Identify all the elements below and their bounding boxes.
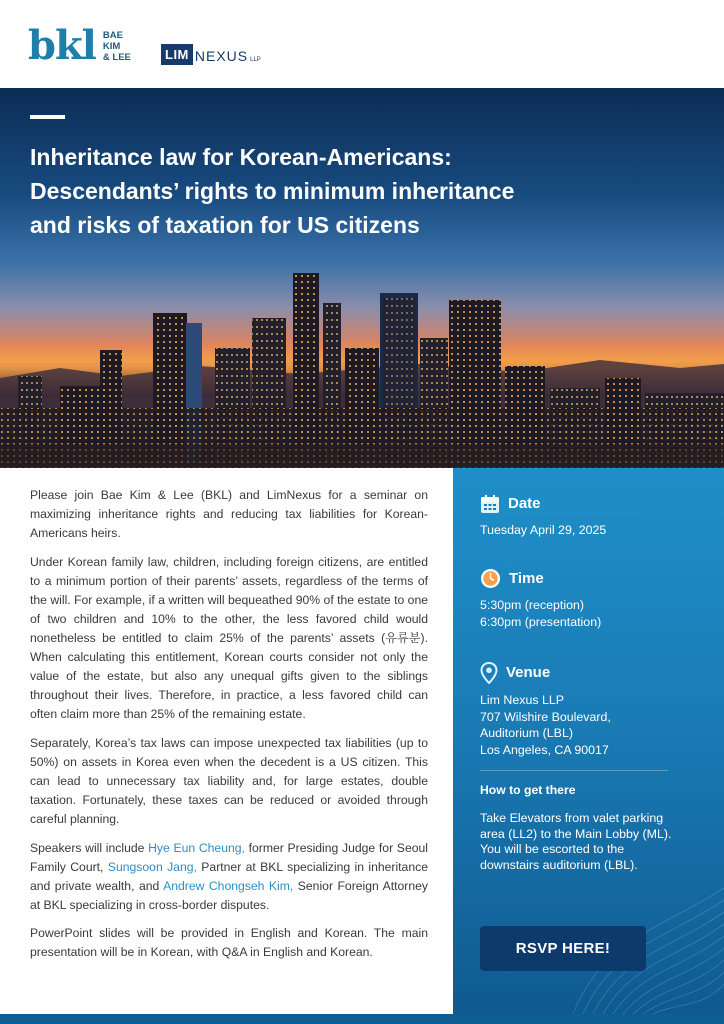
speakers-text: Partner at BKL specializing in inheritance and private wealth, and (30, 860, 428, 893)
tax-paragraph: Separately, Korea’s tax laws can impose unexpected tax liabilities (up to 50%) on assets in Korea even when the decedent is a US citizen. This can lead to unnecessary tax liability and, for large estates, double taxation. Fortunately, these taxes can be reduced or avoided through careful planning. (30, 736, 428, 826)
time-values (480, 597, 601, 630)
venue-address (480, 692, 611, 758)
page-title-line: Inheritance law for Korean-Americans: (30, 144, 452, 170)
limnexus-logo-nexus: NEXUS (194, 48, 249, 64)
footer-bar (0, 1014, 724, 1024)
venue-heading (480, 662, 611, 684)
city-skyline-image (0, 268, 724, 468)
limnexus-logo-lim: LIM (161, 44, 193, 65)
bkl-logo-word: & LEE (102, 51, 131, 63)
venue-line: 707 Wilshire Boulevard, (480, 709, 611, 724)
clock-icon (480, 568, 501, 589)
date-heading (480, 494, 606, 514)
speakers-text: Speakers will include (30, 841, 149, 855)
venue-line: Lim Nexus LLP (480, 693, 565, 707)
time-reception: 5:30pm (reception) (480, 598, 584, 612)
speakers-text: Senior Foreign Attorney at BKL specializing in cross-border disputes. (30, 879, 428, 912)
bkl-logo (28, 22, 131, 69)
venue-line: Auditorium (LBL) (480, 726, 573, 740)
bkl-logo-word: BAE (102, 29, 123, 41)
date-heading-label: Date (508, 495, 541, 512)
page-title-line: and risks of taxation for US citizens (30, 212, 420, 238)
speaker-link-sungsoon-jang[interactable]: Sungsoon Jang, (107, 860, 197, 874)
time-heading-label: Time (509, 569, 544, 587)
bkl-logo-mark: bkl (28, 22, 96, 69)
time-heading (480, 568, 601, 589)
date-section (480, 494, 606, 539)
bkl-logo-word: KIM (102, 40, 121, 52)
venue-heading-label: Venue (506, 664, 551, 681)
sidebar-divider (480, 770, 668, 771)
hero-accent-bar (30, 115, 65, 119)
directions-section (480, 782, 680, 873)
hero-banner (0, 88, 724, 468)
seminar-description (30, 486, 428, 972)
language-paragraph: PowerPoint slides will be provided in English and Korean. The main presentation will be in Korean, with Q&A in English and Korean. (30, 926, 428, 959)
bkl-logo-words (103, 30, 131, 63)
calendar-icon (480, 494, 500, 514)
venue-section (480, 662, 611, 758)
rsvp-button[interactable]: RSVP HERE! (480, 926, 646, 971)
speakers-paragraph (30, 839, 428, 915)
venue-line: Los Angeles, CA 90017 (480, 742, 609, 757)
time-presentation: 6:30pm (presentation) (480, 614, 602, 629)
speakers-text: former Presiding Judge for Seoul Family Court, (30, 841, 428, 874)
date-value: Tuesday April 29, 2025 (480, 523, 607, 537)
limnexus-logo-llp: LLP (250, 57, 261, 63)
directions-text: Take Elevators from valet parking area (LL2) to the Main Lobby (ML). You will be escorted to the downstairs auditorium (LBL). (480, 811, 672, 872)
event-details-sidebar (453, 468, 724, 1014)
location-pin-icon (480, 662, 498, 684)
time-section (480, 568, 601, 630)
header (0, 0, 724, 88)
speaker-link-andrew-chongseh-kim[interactable]: Andrew Chongseh Kim, (163, 879, 294, 893)
directions-heading: How to get there (480, 783, 576, 797)
page-title (30, 140, 670, 242)
page-title-line: Descendants’ rights to minimum inheritance (30, 178, 515, 204)
family-law-paragraph: Under Korean family law, children, including foreign citizens, are entitled to a minimum portion of their parents’ assets, regardless of the terms of the will. For example, if a written will bequeathed 90% of the estate to one of two children and 10% to the other, the less favored child would nonetheless be entitled to claim 25% of the parents’ assets (유류분). When calculating this entitlement, Korean courts consider not only the value of the estate, but also any unequal gifts given to the siblings throughout their lives. Therefore, in practice, a less favored child can often claim more than 25% of the remaining estate. (30, 555, 428, 721)
intro-paragraph: Please join Bae Kim & Lee (BKL) and LimNexus for a seminar on maximizing inheritance rights and reducing tax liabilities for Korean-Americans heirs. (30, 488, 428, 540)
speaker-link-hye-eun-cheung[interactable]: Hye Eun Cheung, (148, 841, 245, 855)
limnexus-logo (161, 44, 261, 65)
